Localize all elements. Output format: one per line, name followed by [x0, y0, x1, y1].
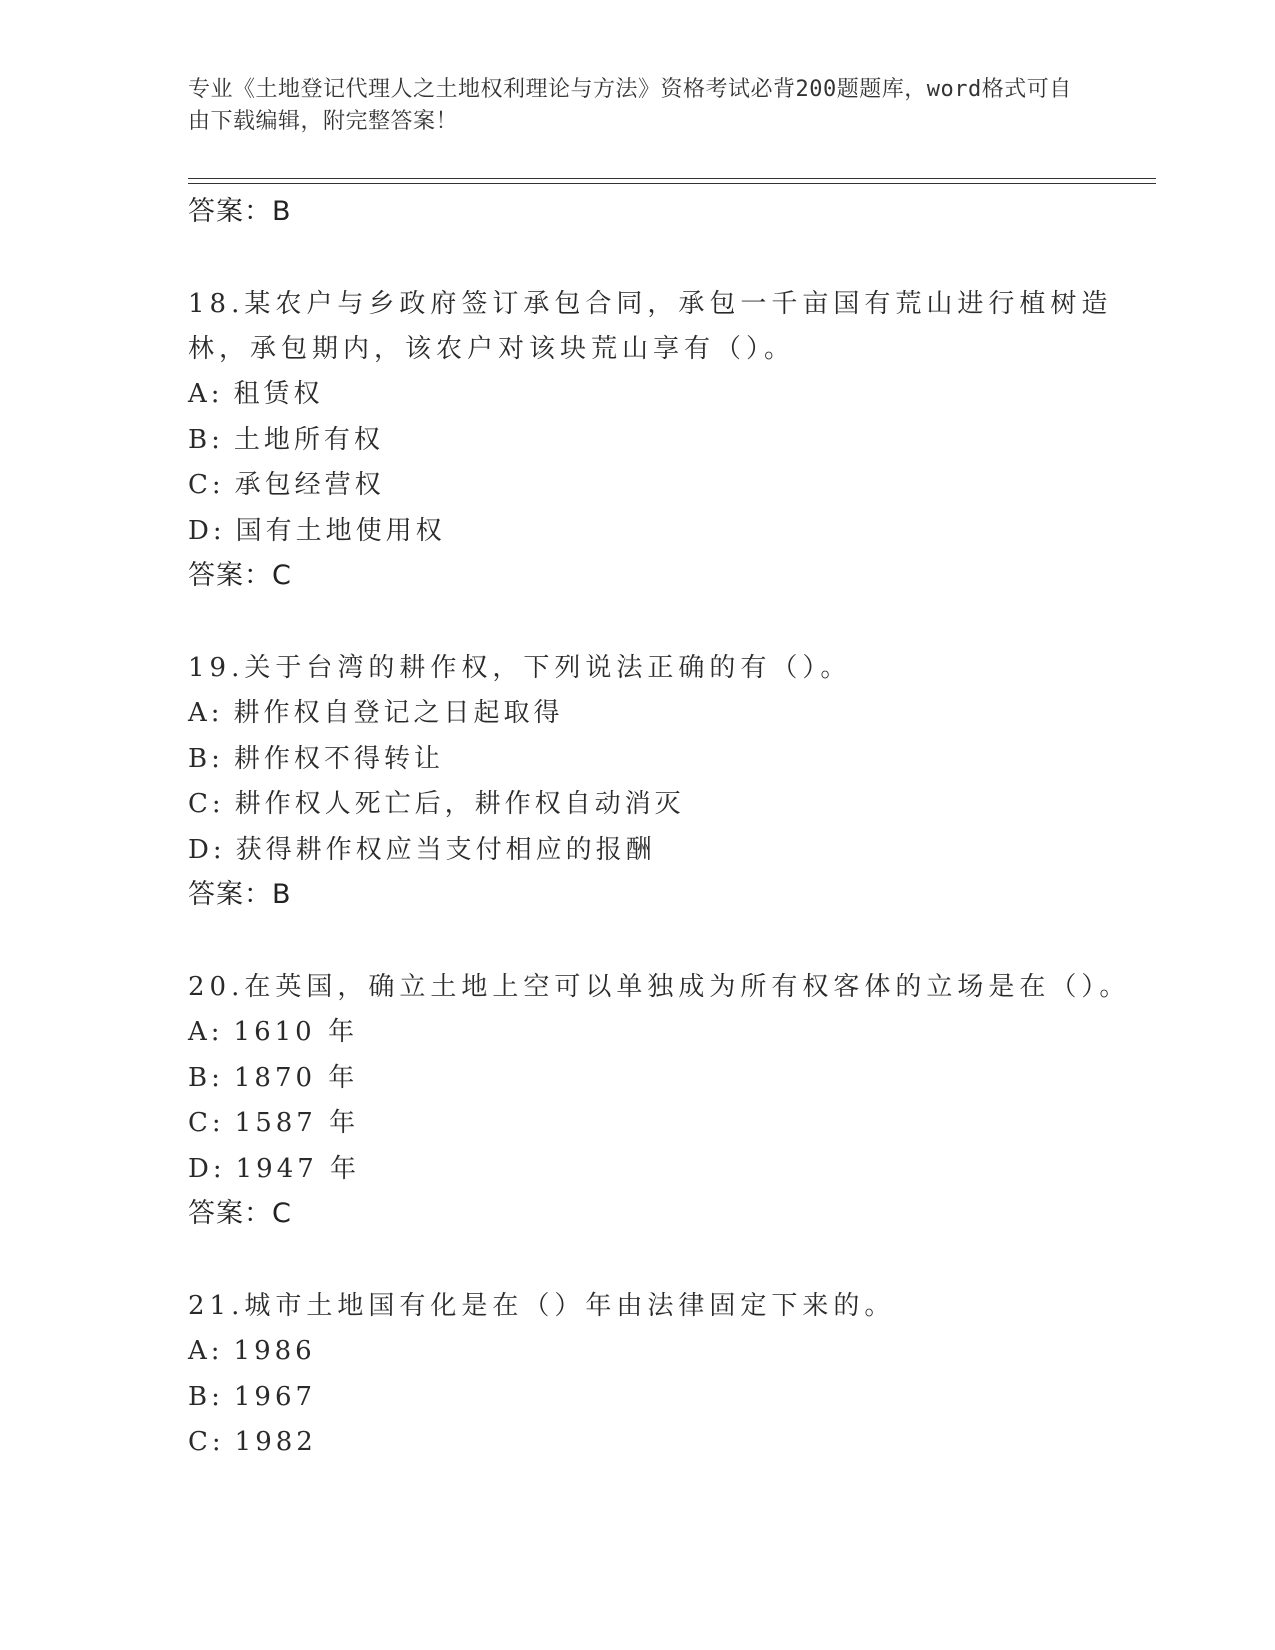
answer-line: 答案：B: [188, 879, 292, 910]
question-block: [188, 1284, 1148, 1466]
option-c: [188, 1101, 1148, 1147]
question-block: [188, 646, 1148, 917]
option-text: 1610 年: [233, 1017, 358, 1047]
answer-line: 答案：B: [188, 196, 292, 227]
question-block: [188, 282, 1148, 598]
option-text: 获得耕作权应当支付相应的报酬: [235, 834, 656, 865]
option-b: [188, 737, 1148, 783]
option-b: [188, 1056, 1148, 1102]
option-a: [188, 691, 1148, 737]
question-stem: 20.在英国，确立土地上空可以单独成为所有权客体的立场是在（）。: [188, 972, 1131, 1002]
option-d: [188, 828, 1148, 874]
option-text: 1947 年: [235, 1153, 361, 1184]
question-stem: 19.关于台湾的耕作权，下列说法正确的有（）。: [188, 653, 852, 683]
option-text: 1982: [234, 1427, 317, 1457]
option-letter: C:: [188, 1427, 225, 1457]
option-text: 土地所有权: [233, 424, 384, 455]
option-a: [188, 372, 1148, 418]
header-rule-top: [188, 178, 1156, 179]
option-b: [188, 1375, 1148, 1421]
option-letter: A:: [188, 379, 224, 409]
option-d: [188, 1147, 1148, 1193]
option-b: [188, 418, 1148, 464]
option-text: 1967: [233, 1381, 317, 1412]
option-letter: B:: [188, 1062, 224, 1093]
answer-line: 答案：C: [188, 1198, 292, 1229]
question-list: [188, 190, 1148, 1466]
option-letter: D:: [188, 834, 226, 865]
option-letter: A:: [188, 1017, 224, 1047]
option-letter: B:: [188, 424, 224, 455]
option-letter: C:: [188, 470, 225, 500]
option-letter: B:: [188, 1381, 224, 1412]
option-text: 承包经营权: [234, 470, 385, 500]
header-rule-bottom: [188, 183, 1156, 184]
option-text: 国有土地使用权: [235, 515, 446, 546]
question-stem: 18.某农户与乡政府签订承包合同，承包一千亩国有荒山进行植树造林，承包期内，该农户对该块荒山享有（）。: [188, 289, 1113, 364]
option-a: [188, 1329, 1148, 1375]
answer-line: 答案：C: [188, 560, 292, 591]
question-block: [188, 965, 1148, 1236]
option-text: 1986: [233, 1336, 316, 1366]
question-stem: 21.城市土地国有化是在（）年由法律固定下来的。: [188, 1291, 896, 1321]
option-c: [188, 463, 1148, 509]
document-header: 专业《土地登记代理人之土地权利理论与方法》资格考试必背200题题库，word格式可自由下载编辑，附完整答案！: [188, 77, 1072, 134]
option-letter: A:: [188, 698, 224, 728]
option-c: [188, 782, 1148, 828]
option-letter: D:: [188, 1153, 226, 1184]
option-text: 耕作权自登记之日起取得: [233, 698, 564, 728]
option-letter: C:: [188, 1108, 225, 1138]
option-c: [188, 1420, 1148, 1466]
option-letter: D:: [188, 515, 226, 546]
option-d: [188, 509, 1148, 555]
option-letter: A:: [188, 1336, 224, 1366]
option-text: 耕作权人死亡后，耕作权自动消灭: [234, 789, 685, 819]
option-text: 1870 年: [233, 1062, 359, 1093]
option-text: 耕作权不得转让: [233, 743, 444, 774]
option-a: [188, 1010, 1148, 1056]
option-text: 租赁权: [233, 379, 324, 409]
option-text: 1587 年: [234, 1108, 360, 1138]
option-letter: B:: [188, 743, 224, 774]
option-letter: C:: [188, 789, 225, 819]
